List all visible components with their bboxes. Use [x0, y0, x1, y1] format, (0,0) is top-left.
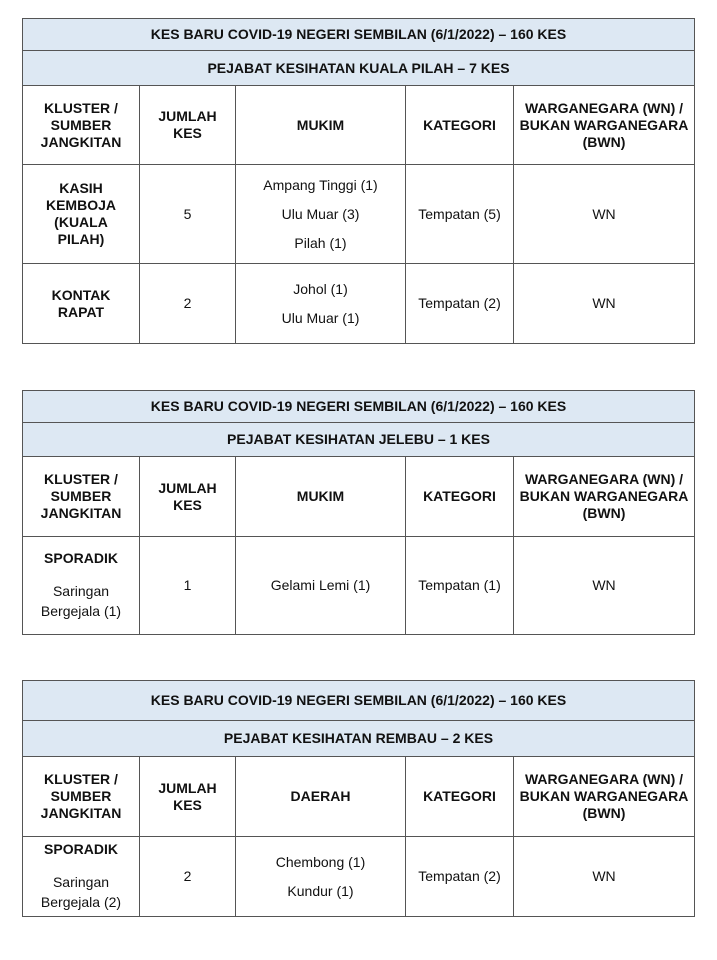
category-cell: Tempatan (5): [406, 165, 514, 264]
table-row: [23, 165, 695, 264]
col-header: JUMLAH KES: [140, 86, 236, 165]
source-detail: Saringan Bergejala (2): [40, 874, 122, 910]
places-cell: [236, 264, 406, 344]
count-cell: 1: [140, 537, 236, 635]
col-header: KATEGORI: [406, 86, 514, 165]
source-cell: [23, 837, 140, 917]
col-header: KLUSTER / SUMBER JANGKITAN: [23, 86, 140, 165]
source-cell: KONTAK RAPAT: [23, 264, 140, 344]
count-cell: 2: [140, 837, 236, 917]
place-item: Ulu Muar (1): [281, 309, 360, 326]
table-subtitle: PEJABAT KESIHATAN REMBAU – 2 KES: [23, 721, 695, 757]
col-header: KLUSTER / SUMBER JANGKITAN: [23, 457, 140, 537]
table-title: KES BARU COVID-19 NEGERI SEMBILAN (6/1/2022) – 160 KES: [23, 19, 695, 51]
category-cell: Tempatan (2): [406, 264, 514, 344]
table-row: [23, 264, 695, 344]
count-cell: 2: [140, 264, 236, 344]
table-rembau: [22, 680, 695, 917]
citizenship-cell: WN: [514, 537, 695, 635]
category-cell: Tempatan (2): [406, 837, 514, 917]
table-title: KES BARU COVID-19 NEGERI SEMBILAN (6/1/2022) – 160 KES: [23, 681, 695, 721]
places-cell: [236, 165, 406, 264]
place-item: Pilah (1): [294, 234, 347, 251]
category-cell: Tempatan (1): [406, 537, 514, 635]
table-subtitle: PEJABAT KESIHATAN JELEBU – 1 KES: [23, 423, 695, 457]
place-item: Gelami Lemi (1): [270, 577, 371, 593]
table-kuala-pilah: [22, 18, 695, 344]
places-cell: [236, 537, 406, 635]
source-label: SPORADIK: [44, 841, 118, 857]
place-item: Kundur (1): [287, 882, 354, 899]
col-header: JUMLAH KES: [140, 457, 236, 537]
table-title: KES BARU COVID-19 NEGERI SEMBILAN (6/1/2022) – 160 KES: [23, 391, 695, 423]
places-cell: [236, 837, 406, 917]
table-row: [23, 537, 695, 635]
col-header: JUMLAH KES: [140, 757, 236, 837]
col-header: MUKIM: [236, 86, 406, 165]
table-subtitle: PEJABAT KESIHATAN KUALA PILAH – 7 KES: [23, 51, 695, 86]
citizenship-cell: WN: [514, 837, 695, 917]
place-item: Ulu Muar (3): [281, 205, 360, 222]
source-detail: Saringan Bergejala (1): [40, 583, 122, 619]
source-cell: [23, 537, 140, 635]
source-cell: KASIH KEMBOJA (KUALA PILAH): [23, 165, 140, 264]
count-cell: 5: [140, 165, 236, 264]
citizenship-cell: WN: [514, 264, 695, 344]
col-header: KLUSTER / SUMBER JANGKITAN: [23, 757, 140, 837]
place-item: Johol (1): [293, 280, 348, 297]
col-header: WARGANEGARA (WN) / BUKAN WARGANEGARA (BWN): [514, 457, 695, 537]
col-header: MUKIM: [236, 457, 406, 537]
source-label: SPORADIK: [44, 550, 118, 566]
col-header: DAERAH: [236, 757, 406, 837]
table-row: [23, 837, 695, 917]
col-header: KATEGORI: [406, 757, 514, 837]
col-header: WARGANEGARA (WN) / BUKAN WARGANEGARA (BWN): [514, 86, 695, 165]
place-item: Ampang Tinggi (1): [263, 176, 378, 193]
place-item: Chembong (1): [275, 853, 366, 870]
citizenship-cell: WN: [514, 165, 695, 264]
table-jelebu: [22, 390, 695, 635]
col-header: WARGANEGARA (WN) / BUKAN WARGANEGARA (BWN): [514, 757, 695, 837]
col-header: KATEGORI: [406, 457, 514, 537]
